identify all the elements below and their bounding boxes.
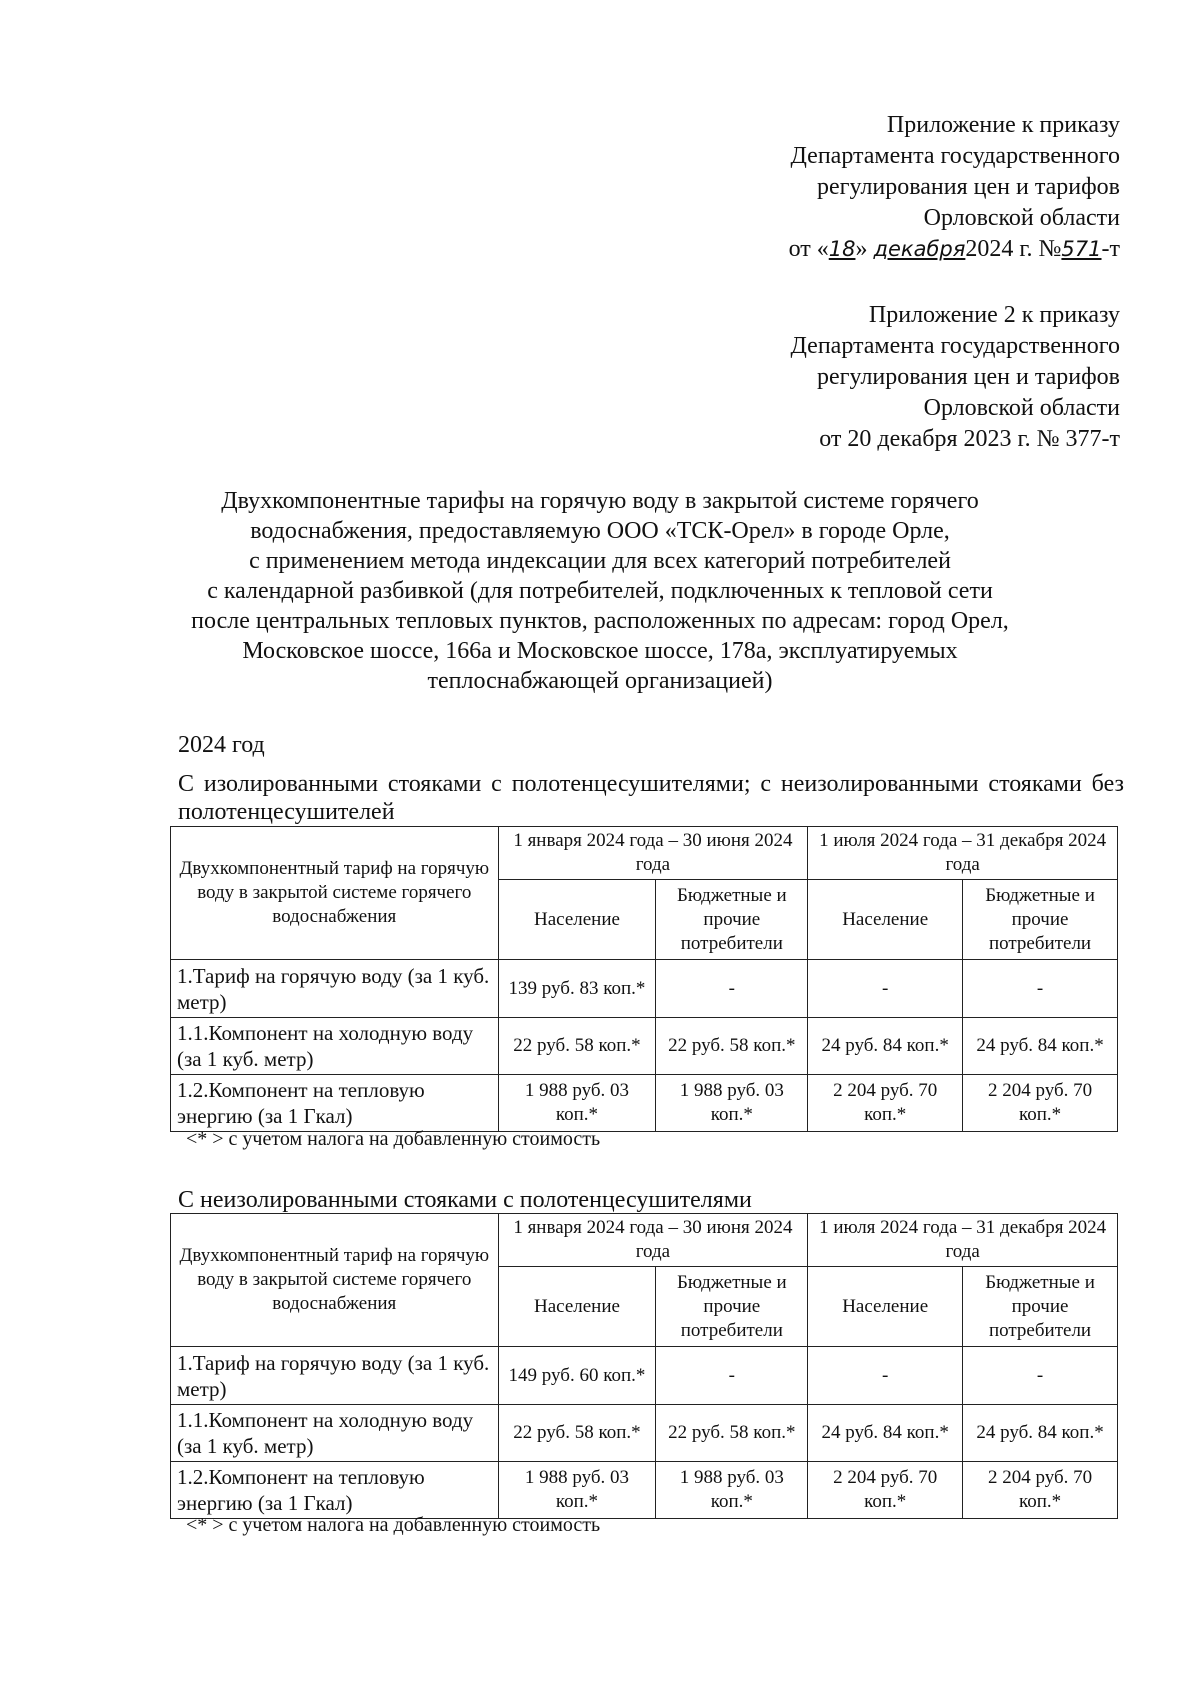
header-population: Население — [808, 880, 963, 960]
header-tariff-label: Двухкомпонентный тариф на горячую воду в закрытой системе горячего водоснабжения — [171, 827, 499, 960]
header-budget: Бюджетные и прочие потребители — [656, 880, 808, 960]
table-header-row — [171, 1214, 1118, 1267]
title-line: водоснабжения, предоставляемую ООО «ТСК-Орел» в городе Орле, — [250, 518, 950, 544]
handwritten-number: 571 — [1061, 237, 1102, 261]
vat-note: <* > с учетом налога на добавленную стоимость — [186, 1514, 601, 1536]
cell-value: 1 988 руб. 03 коп.* — [656, 1462, 808, 1519]
appendix-2-line1: Приложение 2 к приказу — [868, 302, 1120, 328]
table-row — [171, 1018, 1118, 1075]
date-mid: » — [855, 236, 868, 262]
header-budget: Бюджетные и прочие потребители — [963, 1267, 1118, 1347]
handwritten-day: 18 — [828, 237, 856, 261]
table-row — [171, 1075, 1118, 1132]
section-1-heading: С изолированными стояками с полотенцесушителями; с неизолированными стояками без полотенцесушителей — [178, 771, 1124, 825]
table-row — [171, 1462, 1118, 1519]
appendix-2-header — [791, 300, 1121, 455]
cell-value: 24 руб. 84 коп.* — [963, 1018, 1118, 1075]
header-period-1: 1 января 2024 года – 30 июня 2024 года — [498, 1214, 808, 1267]
row-label: 1.Тариф на горячую воду (за 1 куб. метр) — [171, 1347, 499, 1405]
header-population: Население — [498, 1267, 656, 1347]
appendix-1-line3: регулирования цен и тарифов — [817, 174, 1120, 200]
table-row — [171, 1347, 1118, 1405]
cell-value: 2 204 руб. 70 коп.* — [963, 1075, 1118, 1132]
row-label: 1.1.Компонент на холодную воду (за 1 куб. метр) — [171, 1405, 499, 1462]
cell-value: 139 руб. 83 коп.* — [498, 960, 656, 1018]
header-population: Население — [808, 1267, 963, 1347]
year-label: 2024 год — [178, 732, 265, 758]
row-label: 1.1.Компонент на холодную воду (за 1 куб. метр) — [171, 1018, 499, 1075]
title-line: Московское шоссе, 166а и Московское шоссе, 178а, эксплуатируемых — [242, 638, 958, 664]
title-line: Двухкомпонентные тарифы на горячую воду в закрытой системе горячего — [221, 488, 979, 514]
appendix-1-header — [789, 110, 1120, 265]
cell-value: 2 204 руб. 70 коп.* — [808, 1075, 963, 1132]
tariff-table-1 — [170, 826, 1118, 1132]
cell-value: - — [963, 960, 1118, 1018]
header-budget: Бюджетные и прочие потребители — [963, 880, 1118, 960]
appendix-2-line2: Департамента государственного — [790, 333, 1120, 359]
appendix-1-line4: Орловской области — [923, 205, 1120, 231]
cell-value: 1 988 руб. 03 коп.* — [498, 1462, 656, 1519]
row-label: 1.2.Компонент на тепловую энергию (за 1 Гкал) — [171, 1075, 499, 1132]
cell-value: 1 988 руб. 03 коп.* — [656, 1075, 808, 1132]
cell-value: 22 руб. 58 коп.* — [656, 1405, 808, 1462]
row-label: 1.2.Компонент на тепловую энергию (за 1 Гкал) — [171, 1462, 499, 1519]
cell-value: 24 руб. 84 коп.* — [808, 1018, 963, 1075]
table-header-row — [171, 827, 1118, 880]
appendix-2-line5: от 20 декабря 2023 г. № 377-т — [819, 426, 1120, 452]
date-year: 2024 г. № — [965, 236, 1062, 262]
header-budget: Бюджетные и прочие потребители — [656, 1267, 808, 1347]
appendix-1-date-line — [789, 234, 1120, 265]
document-title — [110, 486, 1090, 696]
cell-value: 2 204 руб. 70 коп.* — [808, 1462, 963, 1519]
title-line: теплоснабжающей организацией) — [427, 668, 773, 694]
cell-value: 2 204 руб. 70 коп.* — [963, 1462, 1118, 1519]
appendix-1-line2: Департамента государственного — [790, 143, 1120, 169]
date-prefix: от « — [788, 236, 829, 262]
table-row — [171, 960, 1118, 1018]
title-line: с применением метода индексации для всех категорий потребителей — [249, 548, 951, 574]
title-line: после центральных тепловых пунктов, расположенных по адресам: город Орел, — [191, 608, 1009, 634]
title-line: с календарной разбивкой (для потребителей, подключенных к тепловой сети — [207, 578, 993, 604]
number-suffix: -т — [1101, 236, 1120, 262]
header-population: Население — [498, 880, 656, 960]
cell-value: 22 руб. 58 коп.* — [498, 1018, 656, 1075]
cell-value: - — [963, 1347, 1118, 1405]
cell-value: 22 руб. 58 коп.* — [498, 1405, 656, 1462]
handwritten-month: декабря — [873, 237, 966, 261]
row-label: 1.Тариф на горячую воду (за 1 куб. метр) — [171, 960, 499, 1018]
cell-value: 1 988 руб. 03 коп.* — [498, 1075, 656, 1132]
cell-value: - — [808, 1347, 963, 1405]
table-row — [171, 1405, 1118, 1462]
vat-note: <* > с учетом налога на добавленную стоимость — [186, 1128, 601, 1150]
appendix-2-line4: Орловской области — [923, 395, 1120, 421]
cell-value: - — [656, 1347, 808, 1405]
cell-value: 149 руб. 60 коп.* — [498, 1347, 656, 1405]
appendix-2-line3: регулирования цен и тарифов — [817, 364, 1120, 390]
section-2-heading: С неизолированными стояками с полотенцесушителями — [178, 1187, 752, 1213]
header-tariff-label: Двухкомпонентный тариф на горячую воду в закрытой системе горячего водоснабжения — [171, 1214, 499, 1347]
cell-value: - — [808, 960, 963, 1018]
appendix-1-line1: Приложение к приказу — [886, 112, 1120, 138]
cell-value: 22 руб. 58 коп.* — [656, 1018, 808, 1075]
cell-value: 24 руб. 84 коп.* — [963, 1405, 1118, 1462]
cell-value: - — [656, 960, 808, 1018]
header-period-2: 1 июля 2024 года – 31 декабря 2024 года — [808, 1214, 1118, 1267]
tariff-table-2 — [170, 1213, 1118, 1519]
cell-value: 24 руб. 84 коп.* — [808, 1405, 963, 1462]
header-period-2: 1 июля 2024 года – 31 декабря 2024 года — [808, 827, 1118, 880]
header-period-1: 1 января 2024 года – 30 июня 2024 года — [498, 827, 808, 880]
